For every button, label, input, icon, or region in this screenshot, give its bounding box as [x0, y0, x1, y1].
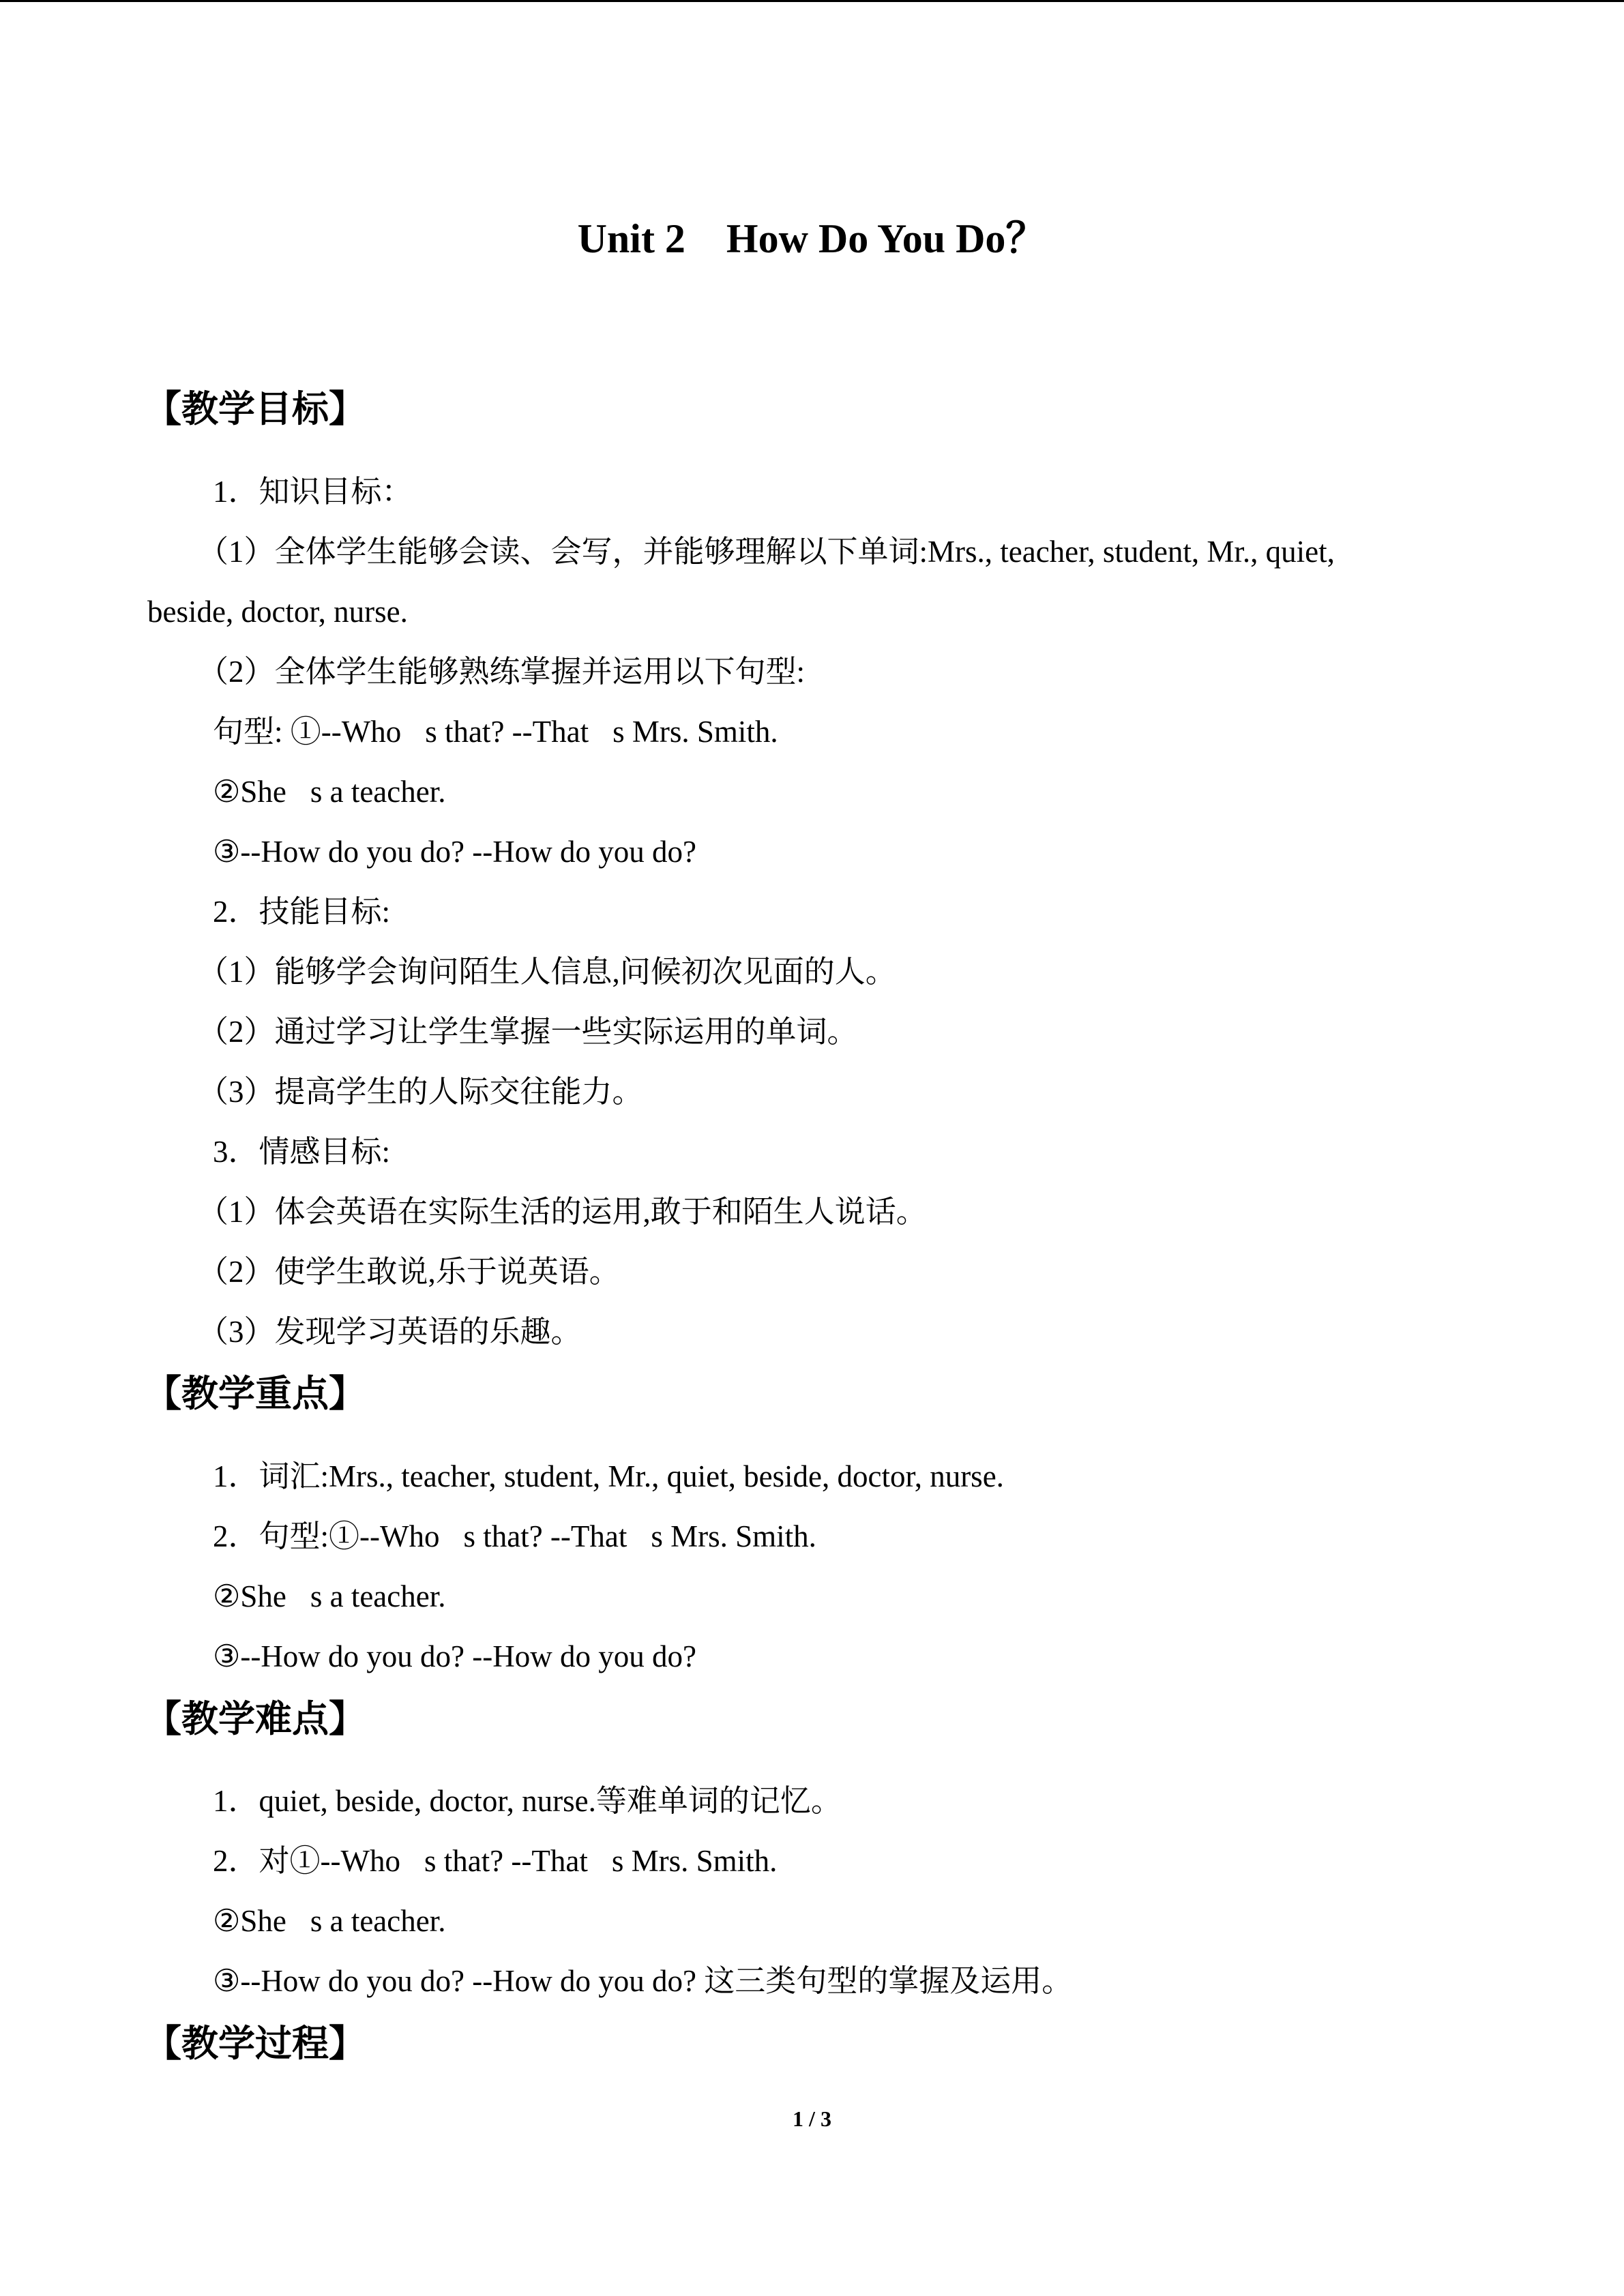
objective-line: （1）能够学会询问陌生人信息,问候初次见面的人。 — [198, 955, 896, 989]
document-title: Unit 2 How Do You Do？ — [577, 216, 1047, 261]
objective-line: ②She s a teacher. — [213, 775, 446, 809]
difficulty-line: 1．quiet, beside, doctor, nurse.等难单词的记忆。 — [213, 1784, 842, 1818]
objective-line: 2．技能目标: — [213, 895, 391, 929]
objective-line: （3）提高学生的人际交往能力。 — [198, 1075, 643, 1109]
section-heading-process: 【教学过程】 — [145, 2022, 366, 2065]
key-point-line: ②She s a teacher. — [213, 1579, 446, 1613]
section-heading-key-points: 【教学重点】 — [145, 1372, 366, 1415]
difficulty-line: 2．对①--Who s that? --That s Mrs. Smith. — [213, 1844, 778, 1878]
section-heading-difficulties: 【教学难点】 — [145, 1697, 366, 1740]
objective-line: 句型: ①--Who s that? --That s Mrs. Smith. — [213, 715, 778, 749]
objective-line: 3．情感目标: — [213, 1135, 391, 1169]
objective-line: （1）体会英语在实际生活的运用,敢于和陌生人说话。 — [198, 1195, 927, 1229]
key-point-line: 2．句型:①--Who s that? --That s Mrs. Smith. — [213, 1519, 816, 1553]
section-heading-objectives: 【教学目标】 — [145, 387, 366, 430]
objective-line: （2）通过学习让学生掌握一些实际运用的单词。 — [198, 1015, 858, 1049]
key-point-line: ③--How do you do? --How do you do? — [213, 1639, 696, 1673]
objective-line: （2）全体学生能够熟练掌握并运用以下句型: — [198, 655, 806, 689]
difficulty-line: ②She s a teacher. — [213, 1904, 446, 1938]
page-number: 1 / 3 — [793, 2106, 831, 2131]
objective-line: beside, doctor, nurse. — [147, 595, 408, 629]
objective-line: 1．知识目标： — [213, 475, 413, 509]
objective-line: （3）发现学习英语的乐趣。 — [198, 1315, 582, 1349]
objective-line: （2）使学生敢说,乐于说英语。 — [198, 1255, 620, 1289]
objective-line: （1）全体学生能够会读、会写，并能够理解以下单词:Mrs., teacher, student, Mr., quiet, — [198, 535, 1335, 569]
page-top-border — [0, 0, 1624, 2]
objective-line: ③--How do you do? --How do you do? — [213, 835, 696, 869]
key-point-line: 1．词汇:Mrs., teacher, student, Mr., quiet, beside, doctor, nurse. — [213, 1459, 1004, 1493]
difficulty-line: ③--How do you do? --How do you do? 这三类句型的掌握及运用。 — [213, 1964, 1073, 1998]
